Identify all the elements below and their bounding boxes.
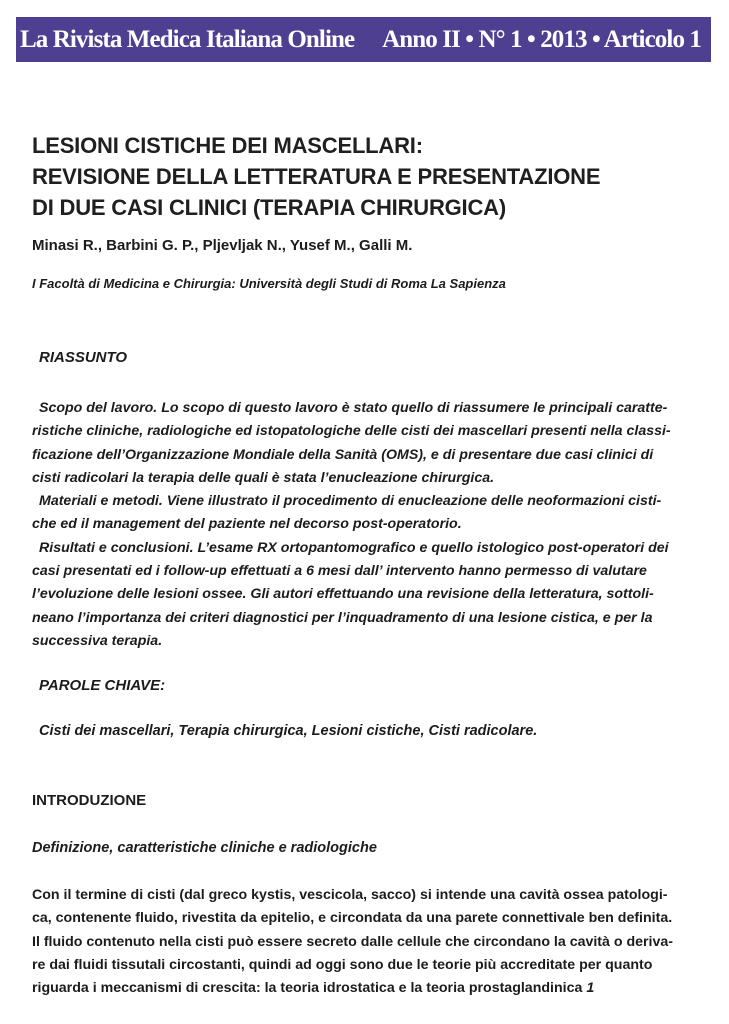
abstract-line: Materiali e metodi. Viene illustrato il procedimento di enucleazione delle neoformazioni cisti- <box>39 493 662 510</box>
title-line: REVISIONE DELLA LETTERATURA E PRESENTAZIONE <box>32 164 601 189</box>
title-line: DI DUE CASI CLINICI (TERAPIA CHIRURGICA) <box>32 195 506 220</box>
keywords-text: Cisti dei mascellari, Terapia chirurgica, Lesioni cistiche, Cisti radicolare. <box>39 723 538 739</box>
keywords-heading: PAROLE CHIAVE: <box>39 677 166 694</box>
abstract-line: successiva terapia. <box>32 632 163 649</box>
abstract-line: ficazione dell’Organizzazione Mondiale della Sanità (OMS), e di presentare due casi clinici di <box>32 446 654 463</box>
abstract-line: casi presentati ed i follow-up effettuati a 6 mesi dall’ intervento hanno permesso di valutare <box>32 563 647 580</box>
affiliation: I Facoltà di Medicina e Chirurgia: Università degli Studi di Roma La Sapienza <box>32 276 506 291</box>
body-line: re dai fluidi tissutali circostanti, quindi ad oggi sono due le teorie più accreditate per quanto <box>32 956 653 973</box>
abstract-line: Risultati e conclusioni. L’esame RX ortopantomografico e quello istologico post-operatori dei <box>39 539 669 556</box>
introduction-subheading: Definizione, caratteristiche cliniche e radiologiche <box>32 840 377 856</box>
abstract-heading: RIASSUNTO <box>39 349 128 366</box>
abstract-line: cisti radicolari la terapia delle quali è stata l’enucleazione chirurgica. <box>32 469 495 486</box>
article-title <box>32 130 702 223</box>
journal-header-bar <box>16 17 711 62</box>
body-line: Il fluido contenuto nella cisti può essere secreto dalle cellule che circondano la cavità o deriva- <box>32 933 674 950</box>
title-line: LESIONI CISTICHE DEI MASCELLARI: <box>32 133 423 158</box>
abstract-line: Scopo del lavoro. Lo scopo di questo lavoro è stato quello di riassumere le principali caratte- <box>39 400 668 416</box>
body-line: Con il termine di cisti (dal greco kystis, vescicola, sacco) si intende una cavità ossea patologi- <box>32 887 668 903</box>
abstract-line: l’evoluzione delle lesioni ossee. Gli autori effettuando una revisione della letteratura, sottoli- <box>32 586 654 603</box>
introduction-body <box>32 884 702 1000</box>
journal-name: La Rivista Medica Italiana Online <box>20 25 355 53</box>
body-line-with-ref <box>32 977 702 1000</box>
body-line: ca, contenente fluido, rivestita da epitelio, e circondata da una parete connettivale ben definita. <box>32 910 673 927</box>
abstract-line: ristiche cliniche, radiologiche ed istopatologiche delle cisti dei mascellari presenti nella classi- <box>32 423 671 440</box>
abstract-line: neano l’importanza dei criteri diagnostici per l’inquadramento di una lesione cistica, e per la <box>32 609 653 626</box>
reference-number: 1 <box>586 980 595 997</box>
abstract-body <box>32 397 700 653</box>
issue-info: Anno II • N° 1 • 2013 • Articolo 1 <box>382 25 701 53</box>
authors: Minasi R., Barbini G. P., Pljevljak N., Yusef M., Galli M. <box>32 237 413 254</box>
introduction-heading: INTRODUZIONE <box>32 792 147 809</box>
body-line: riguarda i meccanismi di crescita: la teoria idrostatica e la teoria prostaglandinica <box>32 980 583 997</box>
abstract-line: che ed il management del paziente nel decorso post-operatorio. <box>32 516 462 533</box>
